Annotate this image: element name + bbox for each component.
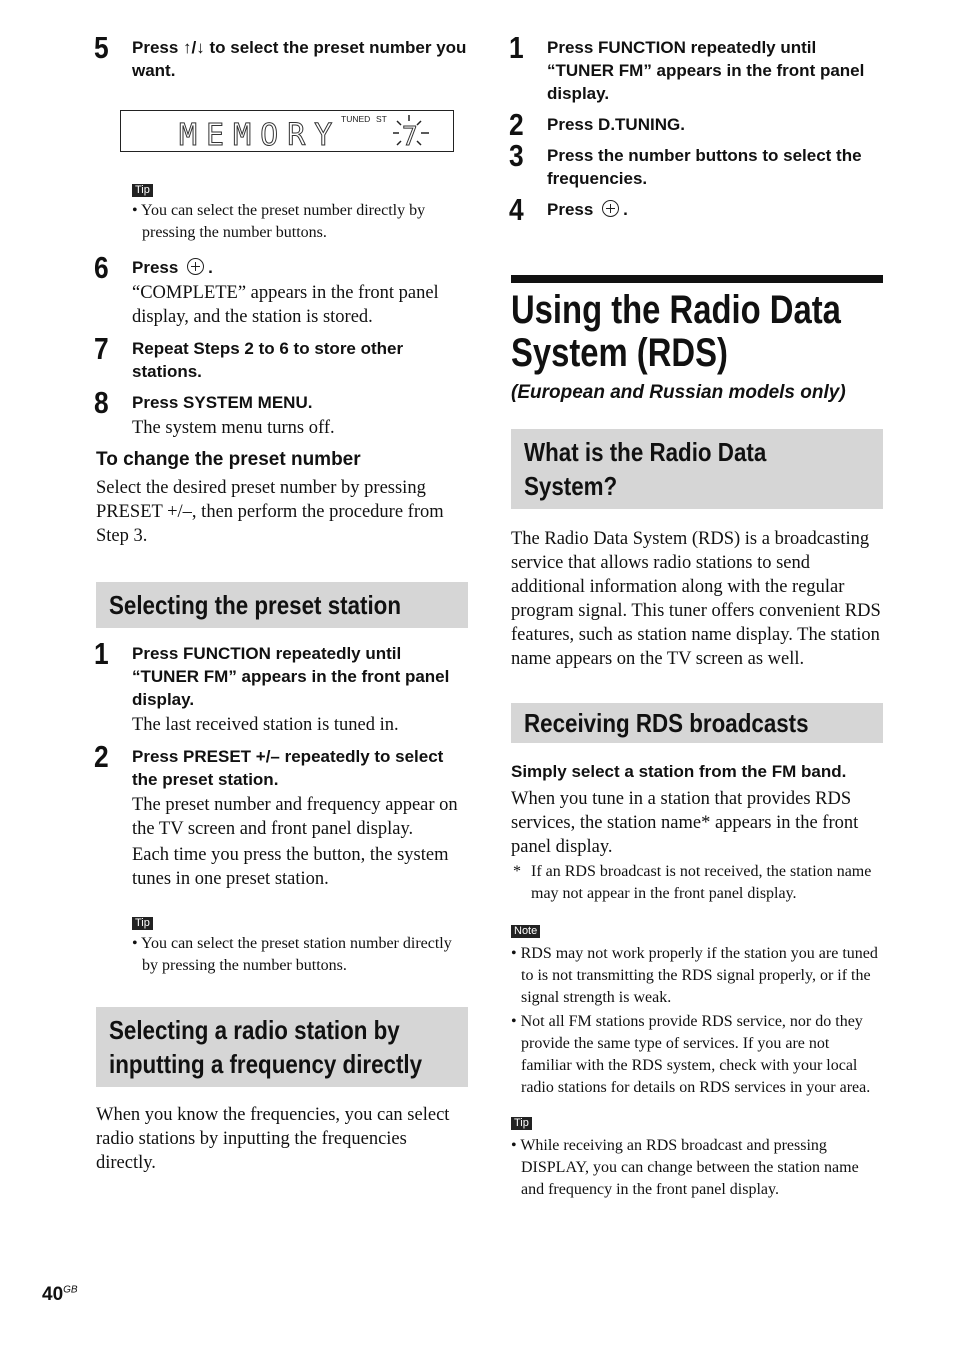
st-indicator: ST (376, 114, 387, 124)
section-receiving-rds (511, 703, 883, 743)
section-selecting-by-frequency (96, 1007, 468, 1087)
step-title: Press FUNCTION repeatedly until “TUNER FM” appears in the front panel display. (547, 38, 865, 103)
change-preset-text: Select the desired preset number by pressing PRESET +/–, then perform the procedure from Step 3. (96, 478, 444, 546)
enter-button-icon (602, 200, 619, 217)
step-title-text: Press (132, 258, 179, 277)
step-body: The last received station is tuned in. (132, 715, 399, 735)
tuned-indicator: TUNED (341, 114, 371, 124)
tip-text: • While receiving an RDS broadcast and pressing DISPLAY, you can change between the station name and frequency in the front panel display. (511, 1137, 859, 1198)
section-title-line1: What is the Radio Data (524, 437, 767, 467)
step-title: Press SYSTEM MENU. (132, 393, 313, 412)
footnote-mark: * (513, 863, 521, 880)
step-7 (94, 331, 468, 383)
preset-digit: 7 (402, 122, 418, 151)
step-5 (94, 30, 468, 82)
section-selecting-preset-station (96, 582, 468, 628)
step-body: “COMPLETE” appears in the front panel display, and the station is stored. (132, 283, 439, 327)
page-number-suffix: GB (63, 1284, 78, 1296)
step-title: Press ↑/↓ to select the preset number you want. (132, 38, 467, 80)
step-body: Each time you press the button, the system tunes in one preset station. (132, 845, 449, 889)
section-what-is-rds (511, 429, 883, 509)
tip-box (96, 913, 468, 977)
tip-text: • You can select the preset number directly by pressing the number buttons. (132, 202, 426, 241)
step-title (132, 256, 468, 279)
step-body: The system menu turns off. (132, 418, 335, 438)
step-title (547, 198, 883, 221)
page-number (42, 1284, 78, 1306)
freq-step-2 (509, 107, 883, 142)
step-title: Press FUNCTION repeatedly until “TUNER FM” appears in the front panel display. (132, 644, 450, 709)
freq-step-4 (509, 192, 883, 227)
note-item: • Not all FM stations provide RDS service, nor do they provide the same type of services. If you are not familiar with the RDS system, check with your local radio stations for details on RDS services in your area. (511, 1013, 871, 1096)
step-number: 6 (94, 250, 109, 285)
step-title: Press PRESET +/– repeatedly to select the preset station. (132, 747, 444, 789)
page-number-value: 40 (42, 1284, 64, 1305)
page-subtitle: (European and Russian models only) (511, 382, 846, 403)
what-is-rds-text: The Radio Data System (RDS) is a broadcasting service that allows radio stations to send additional information along with the regular program signal. This tuner offers convenient RDS features, such as station name display. The station name appears on the TV screen as well. (511, 529, 881, 669)
front-panel-display-illustration (120, 110, 454, 152)
section-title-line2: inputting a frequency directly (109, 1049, 423, 1079)
tip-box (96, 180, 468, 244)
left-column (94, 30, 468, 1175)
step-number: 8 (94, 385, 109, 420)
page-title-line1: Using the Radio Data (511, 288, 841, 332)
section-title: Selecting the preset station (109, 590, 401, 620)
step-number: 2 (509, 107, 524, 142)
receiving-instruction: Simply select a station from the FM band. (511, 762, 847, 781)
step-number: 2 (94, 739, 109, 774)
step-number: 3 (509, 138, 524, 173)
memory-display-graphic (121, 111, 453, 151)
step-title: Repeat Steps 2 to 6 to store other stations. (132, 339, 404, 381)
freq-step-3 (509, 138, 883, 190)
step-body: The preset number and frequency appear on the TV screen and front panel display. (132, 795, 458, 839)
step-number: 5 (94, 30, 109, 65)
tip-text: • You can select the preset station number directly by pressing the number buttons. (132, 935, 452, 974)
footnote (511, 861, 883, 905)
preset-step-2 (94, 739, 468, 891)
step-title: Press D.TUNING. (547, 115, 685, 134)
section-title: Receiving RDS broadcasts (524, 708, 809, 738)
change-preset-heading: To change the preset number (96, 449, 361, 470)
step-8 (94, 385, 468, 440)
step-title-suffix: . (623, 200, 628, 219)
footnote-text: If an RDS broadcast is not received, the station name may not appear in the front panel display. (531, 863, 872, 902)
note-item: • RDS may not work properly if the station you are tuned to is not transmitting the RDS signal properly, or if the signal strength is weak. (511, 945, 878, 1006)
note-label: Note (511, 925, 540, 938)
section-title-line2: System? (524, 471, 618, 501)
step-title: Press the number buttons to select the frequencies. (547, 146, 862, 188)
preset-step-1 (94, 636, 468, 737)
tip-label: Tip (132, 184, 153, 197)
step-title-text: Press (547, 200, 594, 219)
step-number: 1 (94, 636, 109, 671)
step-number: 7 (94, 331, 109, 366)
page-title-line2: System (RDS) (511, 331, 728, 375)
segment-text: MEMORY (179, 118, 342, 151)
step-number: 1 (509, 30, 524, 65)
page-title (511, 275, 883, 375)
step-6 (94, 250, 468, 329)
direct-input-text: When you know the frequencies, you can select radio stations by inputting the frequencies directly. (96, 1105, 450, 1173)
right-column (509, 30, 883, 1201)
step-title-suffix: . (208, 258, 213, 277)
receiving-text: When you tune in a station that provides RDS services, the station name* appears in the front panel display. (511, 789, 859, 857)
freq-step-1 (509, 30, 883, 105)
step-number: 4 (509, 192, 524, 227)
section-title-line1: Selecting a radio station by (109, 1015, 400, 1045)
tip-label: Tip (132, 917, 153, 930)
enter-button-icon (187, 258, 204, 275)
tip-label: Tip (511, 1117, 532, 1130)
